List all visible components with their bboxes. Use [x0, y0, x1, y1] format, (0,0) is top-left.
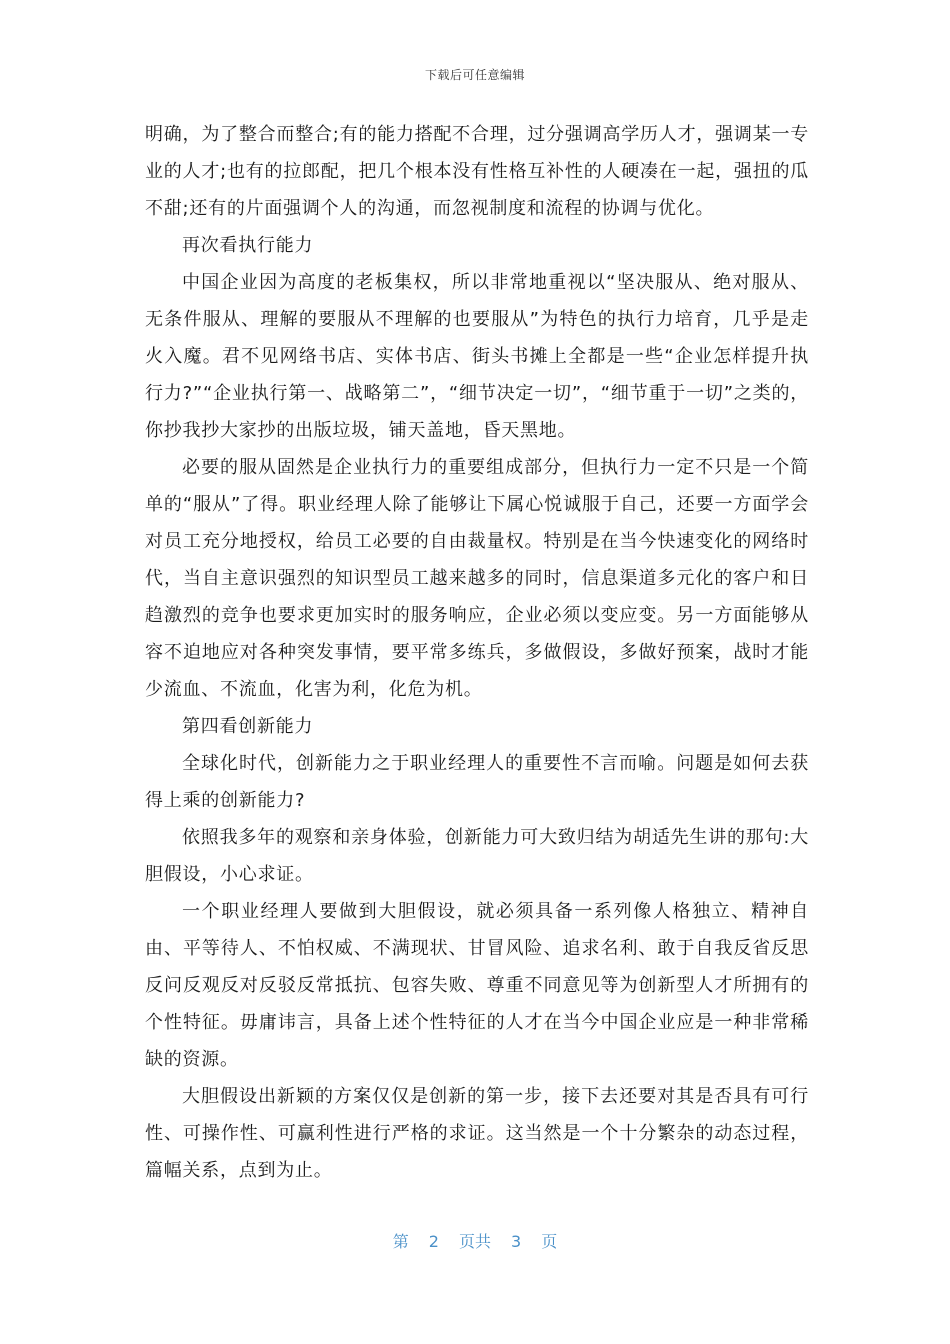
paragraph-continued: 明确，为了整合而整合;有的能力搭配不合理，过分强调高学历人才，强调某一专业的人才;也有的拉郎配，把几个根本没有性格互补性的人硬凑在一起，强扭的瓜不甜;还有的片面强调个人的沟通，而忽视制度和流程的协调与优化。 [145, 124, 809, 219]
page-header-note: 下载后可任意编辑 [424, 68, 525, 82]
footer-total-pages: 3 [511, 1232, 522, 1251]
footer-prefix: 第 [392, 1232, 409, 1251]
paragraph: 中国企业因为高度的老板集权，所以非常地重视以“坚决服从、绝对服从、无条件服从、理解的要服从不理解的也要服从”为特色的执行力培育，几乎是走火入魔。君不见网络书店、实体书店、街头书摊上全都是一些“企业怎样提升执行力?”“企业执行第一、战略第二”，“细节决定一切”，“细节重于一切”之类的，你抄我抄大家抄的出版垃圾，铺天盖地，昏天黑地。 [145, 272, 809, 441]
paragraph: 必要的服从固然是企业执行力的重要组成部分，但执行力一定不只是一个简单的“服从”了得。职业经理人除了能够让下属心悦诚服于自己，还要一方面学会对员工充分地授权，给员工必要的自由裁量权。特别是在当今快速变化的网络时代，当自主意识强烈的知识型员工越来越多的同时，信息渠道多元化的客户和日趋激烈的竞争也要求更加实时的服务响应，企业必须以变应变。另一方面能够从容不迫地应对各种突发事情，要平常多练兵，多做假设，多做好预案，战时才能少流血、不流血，化害为利，化危为机。 [145, 457, 809, 700]
document-body [145, 116, 809, 1189]
paragraph: 全球化时代，创新能力之于职业经理人的重要性不言而喻。问题是如何去获得上乘的创新能力? [145, 753, 809, 811]
paragraph: 依照我多年的观察和亲身体验，创新能力可大致归结为胡适先生讲的那句:大胆假设，小心求证。 [145, 827, 809, 885]
section-heading-execution: 再次看执行能力 [182, 235, 314, 256]
footer-suffix: 页 [541, 1232, 558, 1251]
paragraph: 大胆假设出新颖的方案仅仅是创新的第一步，接下去还要对其是否具有可行性、可操作性、可赢利性进行严格的求证。这当然是一个十分繁杂的动态过程，篇幅关系，点到为止。 [145, 1086, 809, 1181]
paragraph: 一个职业经理人要做到大胆假设，就必须具备一系列像人格独立、精神自由、平等待人、不怕权威、不满现状、甘冒风险、追求名利、敢于自我反省反思反问反观反对反驳反常抵抗、包容失败、尊重不同意见等为创新型人才所拥有的个性特征。毋庸讳言，具备上述个性特征的人才在当今中国企业应是一种非常稀缺的资源。 [145, 901, 809, 1070]
page-number-footer [0, 1229, 950, 1252]
footer-current-page: 2 [428, 1232, 439, 1251]
section-heading-innovation: 第四看创新能力 [182, 716, 314, 737]
footer-middle: 页共 [458, 1232, 491, 1251]
